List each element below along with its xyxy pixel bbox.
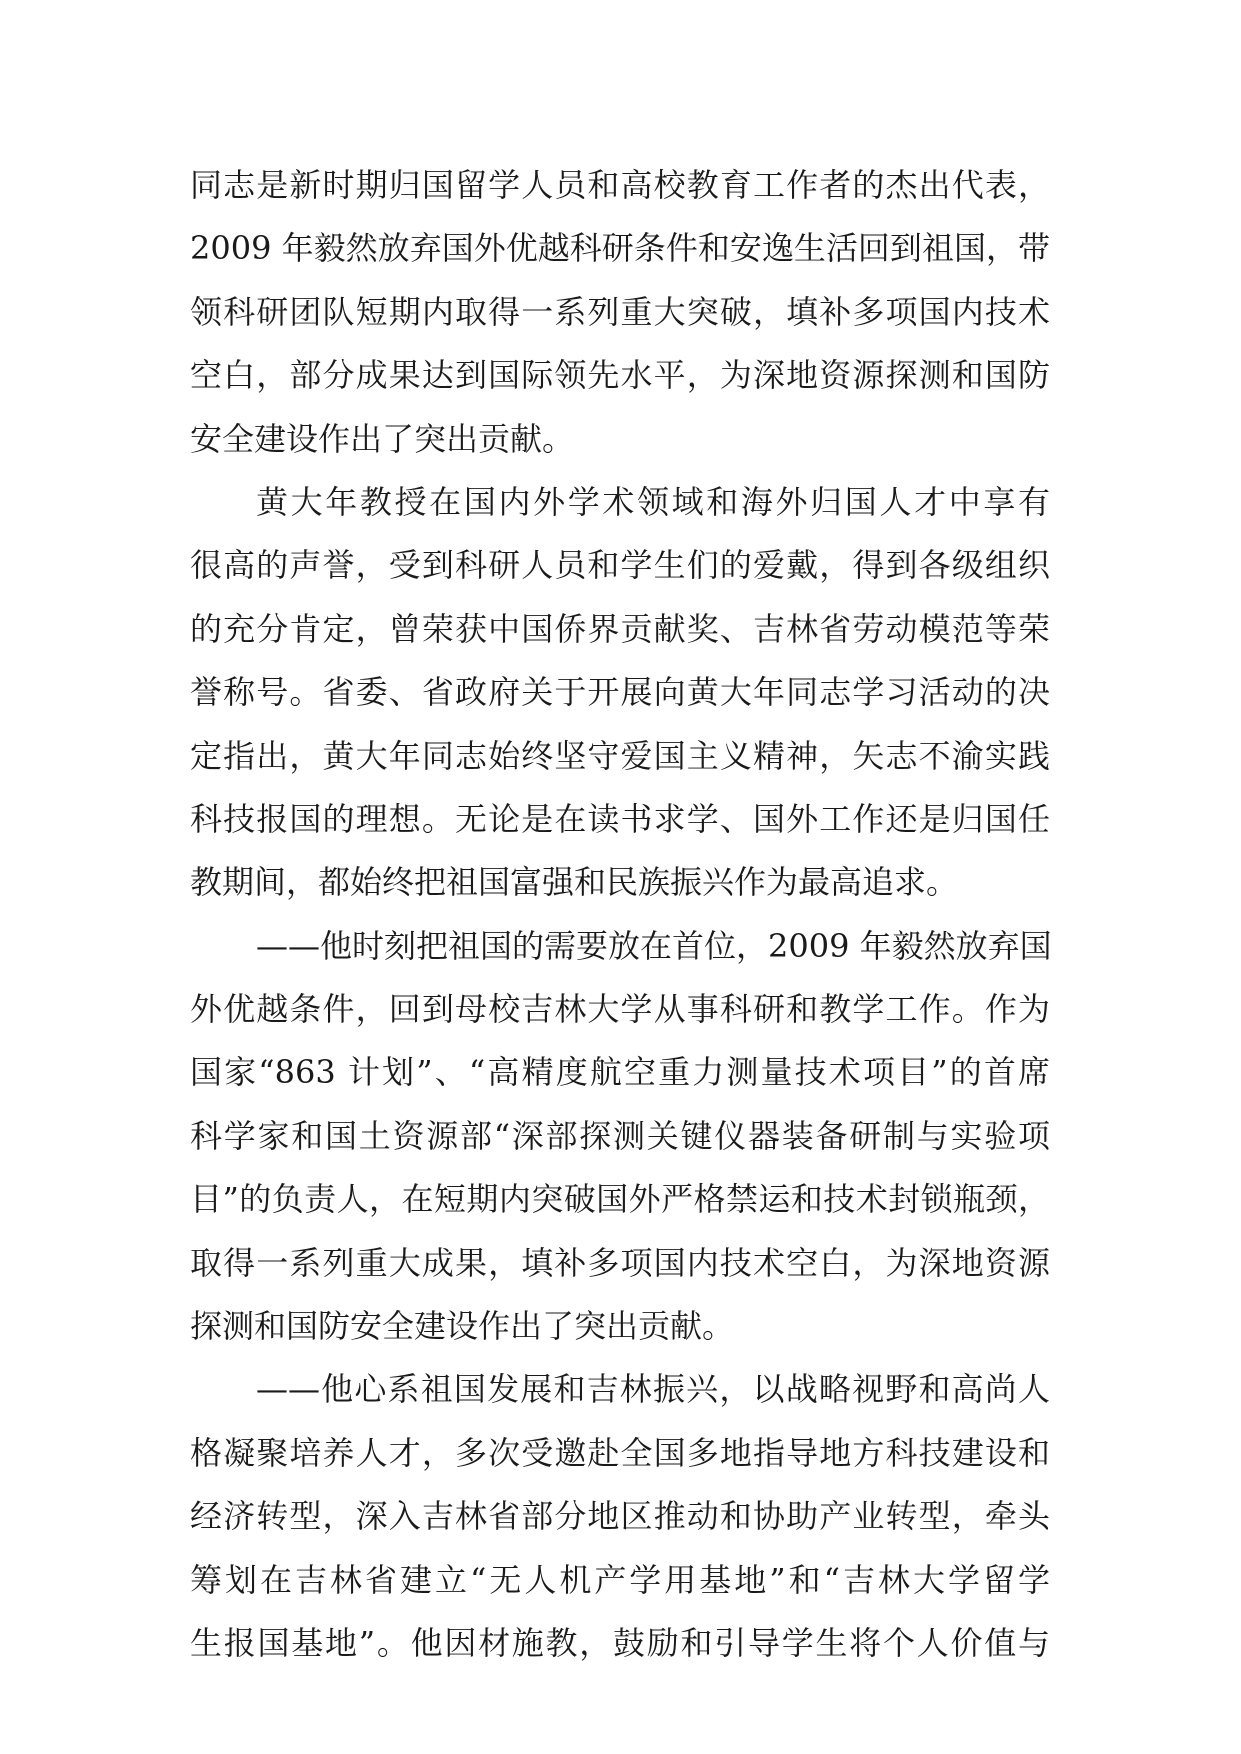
paragraph-2-line-4: 誉称号。省委、省政府关于开展向黄大年同志学习活动的决 <box>190 673 1050 712</box>
paragraph-1-line-1: 同志是新时期归国留学人员和高校教育工作者的杰出代表， <box>190 166 1050 204</box>
paragraph-3-line-4: 科学家和国土资源部“深部探测关键仪器装备研制与实验项 <box>190 1116 1050 1155</box>
paragraph-2-line-5: 定指出，黄大年同志始终坚守爱国主义精神，矢志不渝实践 <box>190 736 1050 775</box>
paragraph-2-line-3: 的充分肯定，曾荣获中国侨界贡献奖、吉林省劳动模范等荣 <box>190 609 1050 648</box>
paragraph-3-line-6: 取得一系列重大成果，填补多项国内技术空白，为深地资源 <box>190 1243 1050 1282</box>
paragraph-3-line-3: 国家“863 计划”、“高精度航空重力测量技术项目”的首席 <box>190 1053 1050 1092</box>
paragraph-3-line-5: 目”的负责人，在短期内突破国外严格禁运和技术封锁瓶颈， <box>190 1180 1050 1219</box>
paragraph-1-line-3: 领科研团队短期内取得一系列重大突破，填补多项国内技术 <box>190 292 1050 331</box>
paragraph-4-line-2: 格凝聚培养人才，多次受邀赴全国多地指导地方科技建设和 <box>190 1433 1050 1472</box>
paragraph-2-line-2: 很高的声誉，受到科研人员和学生们的爱戴，得到各级组织 <box>190 546 1050 585</box>
paragraph-2-line-7: 教期间，都始终把祖国富强和民族振兴作为最高追求。 <box>190 863 959 902</box>
paragraph-1-line-2: 2009 年毅然放弃国外优越科研条件和安逸生活回到祖国，带 <box>190 229 1050 268</box>
paragraph-2-line-1: 黄大年教授在国内外学术领域和海外归国人才中享有 <box>256 482 1050 521</box>
paragraph-3-line-2: 外优越条件，回到母校吉林大学从事科研和教学工作。作为 <box>190 990 1050 1029</box>
document-body <box>190 154 1050 1675</box>
paragraph-4-line-5: 生报国基地”。他因材施教，鼓励和引导学生将个人价值与 <box>190 1623 1050 1662</box>
paragraph-3-line-1: ——他时刻把祖国的需要放在首位，2009 年毅然放弃国 <box>256 926 1052 965</box>
paragraph-4-line-3: 经济转型，深入吉林省部分地区推动和协助产业转型，牵头 <box>190 1497 1050 1536</box>
paragraph-3-line-7: 探测和国防安全建设作出了突出贡献。 <box>190 1307 735 1346</box>
paragraph-4-line-1: ——他心系祖国发展和吉林振兴，以战略视野和高尚人 <box>256 1370 1050 1409</box>
paragraph-1-line-5: 安全建设作出了突出贡献。 <box>190 419 575 458</box>
paragraph-4-line-4: 筹划在吉林省建立“无人机产学用基地”和“吉林大学留学 <box>190 1560 1050 1599</box>
paragraph-2-line-6: 科技报国的理想。无论是在读书求学、国外工作还是归国任 <box>190 799 1050 838</box>
paragraph-1-line-4: 空白，部分成果达到国际领先水平，为深地资源探测和国防 <box>190 356 1050 395</box>
